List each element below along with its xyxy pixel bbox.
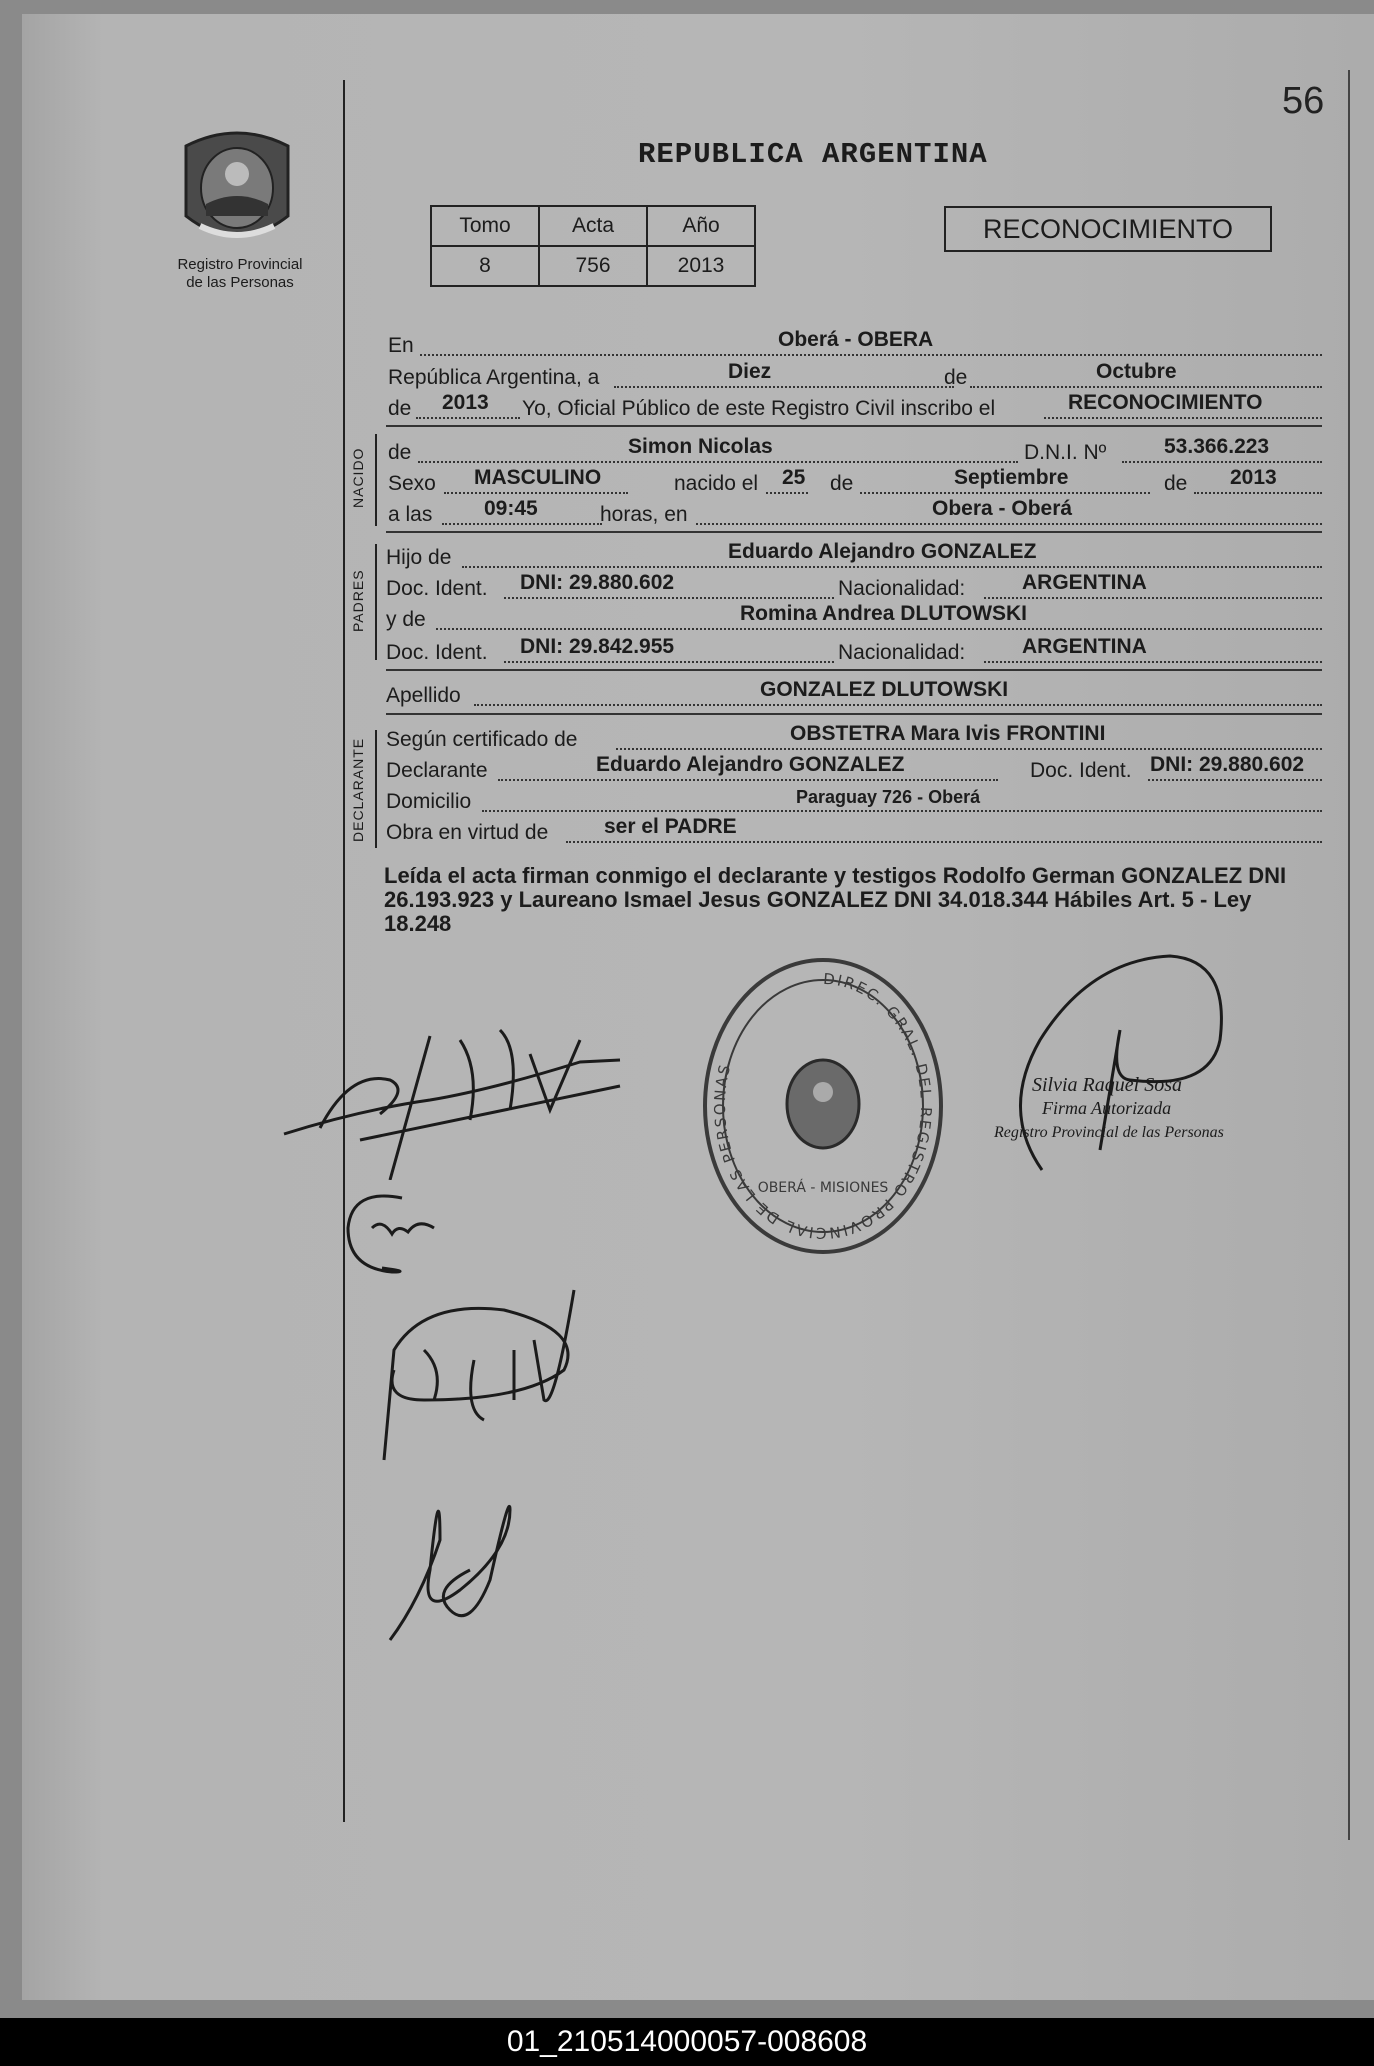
official-registry-stamp xyxy=(700,956,946,1256)
row-nombre xyxy=(386,437,1322,467)
month-value: Octubre xyxy=(1096,360,1177,383)
row-apellido xyxy=(386,680,1322,710)
section-divider xyxy=(386,425,1322,427)
dotted-line xyxy=(1194,492,1322,494)
dotted-line xyxy=(420,354,1322,356)
day-value: Diez xyxy=(728,360,772,383)
stamp-inner-text: OBERÁ - MISIONES xyxy=(757,1180,889,1196)
logo-caption xyxy=(160,256,320,292)
row-declarante xyxy=(386,755,1322,785)
page-title: REPUBLICA ARGENTINA xyxy=(638,138,988,171)
row-obra xyxy=(386,817,1322,847)
segun-value: OBSTETRA Mara Ivis FRONTINI xyxy=(790,722,1106,745)
birth-month-value: Septiembre xyxy=(954,466,1069,489)
en-value: Oberá - OBERA xyxy=(778,328,934,351)
sexo-label: Sexo xyxy=(388,472,436,495)
mother-value: Romina Andrea DLUTOWSKI xyxy=(740,602,1028,625)
obra-label: Obra en virtud de xyxy=(386,821,549,844)
en-label: En xyxy=(388,334,414,357)
table-header-tomo: Tomo xyxy=(431,206,539,246)
dotted-line xyxy=(504,597,834,599)
official-signature-stroke xyxy=(1010,950,1230,1180)
section-divider xyxy=(386,531,1322,533)
official-signature-name: Silvia Raquel Sosa xyxy=(1032,1074,1182,1096)
logo-caption-line-1: Registro Provincial xyxy=(177,256,303,273)
logo-caption-line-2: de las Personas xyxy=(186,274,294,291)
section-divider xyxy=(386,713,1322,715)
row-padre xyxy=(386,542,1322,572)
father-value: Eduardo Alejandro GONZALEZ xyxy=(728,540,1037,563)
row-domicilio xyxy=(386,786,1322,816)
segun-label: Según certificado de xyxy=(386,728,578,751)
mother-doc-label: Doc. Ident. xyxy=(386,641,488,664)
oficial-text: Yo, Oficial Público de este Registro Civil inscribo el xyxy=(522,397,996,420)
section-bracket-padres xyxy=(375,544,377,660)
row-republica xyxy=(386,362,1322,392)
dni-label: D.N.I. Nº xyxy=(1024,441,1107,464)
dotted-line xyxy=(696,523,1322,525)
time-value: 09:45 xyxy=(484,497,538,520)
de3-label: de xyxy=(388,441,412,464)
province-emblem-logo xyxy=(176,126,298,252)
republica-label: República Argentina, a xyxy=(388,366,600,389)
de5-label: de xyxy=(1164,472,1188,495)
table-value-tomo: 8 xyxy=(431,246,539,286)
de-label: de xyxy=(944,366,968,389)
declarant-signature xyxy=(280,1010,640,1180)
section-bracket-declarante xyxy=(375,730,377,848)
row-oficial xyxy=(386,393,1322,423)
apellido-label: Apellido xyxy=(386,684,461,707)
row-hora xyxy=(386,499,1322,529)
dotted-line xyxy=(984,597,1322,599)
dotted-line xyxy=(418,461,1018,463)
nombre-value: Simon Nicolas xyxy=(628,435,773,458)
dotted-line xyxy=(436,628,1322,630)
hijo-label: Hijo de xyxy=(386,546,452,569)
row-en xyxy=(386,330,1322,360)
dotted-line xyxy=(984,661,1322,663)
row-padre-doc xyxy=(386,573,1322,603)
record-type-box: RECONOCIMIENTO xyxy=(944,206,1272,252)
decl-doc-label: Doc. Ident. xyxy=(1030,759,1132,782)
dotted-line xyxy=(442,523,602,525)
dotted-line xyxy=(462,566,1322,568)
de4-label: de xyxy=(830,472,854,495)
table-header-anio: Año xyxy=(647,206,755,246)
row-sexo xyxy=(386,468,1322,498)
alas-label: a las xyxy=(388,503,433,526)
section-label-padres: PADRES xyxy=(350,569,366,632)
dotted-line xyxy=(498,779,998,781)
dotted-line xyxy=(416,417,520,419)
sexo-value: MASCULINO xyxy=(474,466,602,489)
dotted-line xyxy=(1148,779,1322,781)
birth-year-value: 2013 xyxy=(1230,466,1277,489)
mother-nat-label: Nacionalidad: xyxy=(838,641,966,664)
witness-signature-1 xyxy=(364,1250,600,1470)
dotted-line xyxy=(616,748,1322,750)
declarante-label: Declarante xyxy=(386,759,488,782)
dotted-line xyxy=(474,704,1322,706)
table-value-anio: 2013 xyxy=(647,246,755,286)
table-header-acta: Acta xyxy=(539,206,647,246)
page-number: 56 xyxy=(1282,80,1325,122)
official-signature-org: Registro Provincial de las Personas xyxy=(994,1124,1224,1141)
left-margin-rule xyxy=(343,80,345,1822)
dotted-line xyxy=(1122,461,1322,463)
section-label-declarante: DECLARANTE xyxy=(350,737,366,842)
mother-doc-value: DNI: 29.842.955 xyxy=(520,635,675,658)
stamp-ring-text: DIREC. GRAL. DEL REGISTRO PROVINCIAL DE LAS PERSONAS xyxy=(710,969,936,1243)
dotted-line xyxy=(1044,417,1322,419)
dotted-line xyxy=(566,841,1322,843)
birth-day-value: 25 xyxy=(782,466,806,489)
dotted-line xyxy=(970,386,1322,388)
declarante-value: Eduardo Alejandro GONZALEZ xyxy=(596,753,905,776)
dni-value: 53.366.223 xyxy=(1164,435,1270,458)
father-nat-label: Nacionalidad: xyxy=(838,577,966,600)
closing-paragraph: Leída el acta firman conmigo el declarante y testigos Rodolfo German GONZALEZ DNI 26.193.923 y Laureano Ismael Jesus GONZALEZ DNI 34.018.344 Hábiles Art. 5 - Ley 18.248 xyxy=(384,863,1287,936)
father-doc-value: DNI: 29.880.602 xyxy=(520,571,675,594)
witness-signature-2 xyxy=(380,1450,530,1650)
table-value-acta: 756 xyxy=(539,246,647,286)
father-nat-value: ARGENTINA xyxy=(1022,571,1147,594)
section-bracket-nacido xyxy=(375,434,377,526)
section-label-nacido: NACIDO xyxy=(350,447,366,508)
de2-label: de xyxy=(388,397,412,420)
row-certificado xyxy=(386,724,1322,754)
dotted-line xyxy=(860,492,1150,494)
nacido-label: nacido el xyxy=(674,472,759,495)
dotted-line xyxy=(482,810,1322,812)
tomo-acta-anio-table xyxy=(430,205,756,287)
inscribo-value: RECONOCIMIENTO xyxy=(1068,391,1263,414)
apellido-value: GONZALEZ DLUTOWSKI xyxy=(760,678,1009,701)
dotted-line xyxy=(614,386,954,388)
domicilio-label: Domicilio xyxy=(386,790,472,813)
obra-value: ser el PADRE xyxy=(604,815,737,838)
scan-footer-code: 01_210514000057-008608 xyxy=(0,2018,1374,2066)
dotted-line xyxy=(444,492,628,494)
dotted-line xyxy=(504,661,834,663)
horas-label: horas, en xyxy=(600,503,688,526)
mother-nat-value: ARGENTINA xyxy=(1022,635,1147,658)
yde-label: y de xyxy=(386,608,426,631)
dotted-line xyxy=(766,492,808,494)
section-divider xyxy=(386,669,1322,671)
decl-doc-value: DNI: 29.880.602 xyxy=(1150,753,1305,776)
right-margin-rule xyxy=(1348,70,1350,1840)
row-madre-doc xyxy=(386,637,1322,667)
domicilio-value: Paraguay 726 - Oberá xyxy=(796,787,981,807)
official-signature-role: Firma Autorizada xyxy=(1042,1098,1172,1118)
row-madre xyxy=(386,604,1322,634)
place-value: Obera - Oberá xyxy=(932,497,1073,520)
year-value: 2013 xyxy=(442,391,489,414)
father-doc-label: Doc. Ident. xyxy=(386,577,488,600)
